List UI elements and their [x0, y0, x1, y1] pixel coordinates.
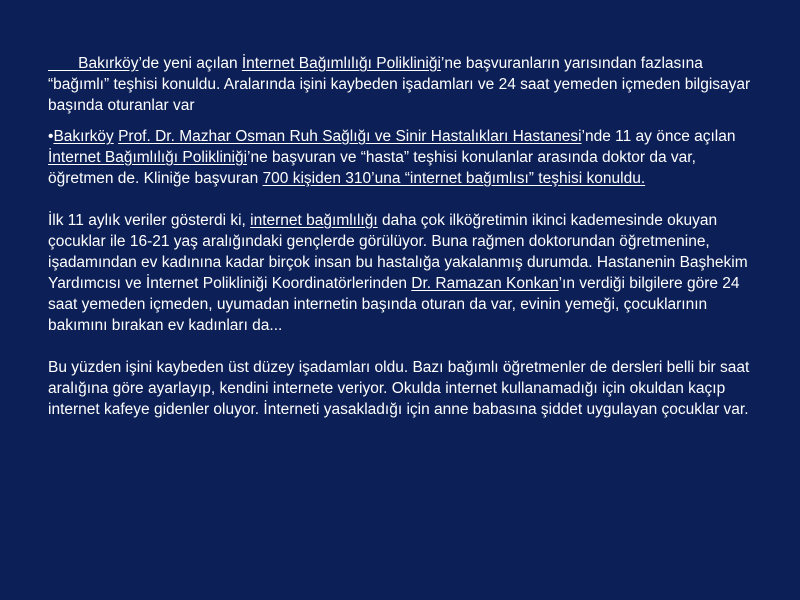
link-bakirkoy-2[interactable]: Bakırköy: [53, 128, 114, 145]
link-diagnosis-stat[interactable]: 700 kişiden 310’una “internet bağımlısı” teşhisi konuldu.: [262, 170, 646, 187]
data-text-1: İlk 11 aylık veriler gösterdi ki,: [48, 212, 251, 229]
bullet-paragraph: [48, 126, 760, 189]
bullet-icon: •: [48, 128, 54, 145]
paragraph-gap-2: [48, 336, 760, 357]
bullet-text-2: ’ne başvuran ve “hasta” teşhisi konulanlar arasında doktor da var, öğretmen de. Kliniğe başvuran: [48, 149, 696, 187]
link-dr-ramazan-konkan[interactable]: Dr. Ramazan Konkan: [411, 275, 559, 292]
bullet-text-1: ’nde 11 ay önce açılan: [581, 128, 736, 145]
link-internet-addiction-clinic-2[interactable]: İnternet Bağımlılığı Polikliniği: [48, 149, 248, 166]
link-hospital[interactable]: Prof. Dr. Mazhar Osman Ruh Sağlığı ve Sinir Hastalıkları Hastanesi: [118, 128, 582, 145]
link-internet-addiction-clinic[interactable]: İnternet Bağımlılığı Polikliniği: [241, 55, 441, 72]
data-paragraph: [48, 210, 760, 336]
data-text-2: daha çok ilköğretimin ikinci kademesinde okuyan çocuklar ile 16-21 yaş aralığındaki gençlerde görülüyor. Buna rağmen doktorundan öğretmenine, işadamından ev kadınına kadar birçok insan bu hastalığa yakalanmış durumda. Hastanenin Başhekim Yardımcısı ve İnternet Polikliniği Koordinatörlerinden: [48, 212, 748, 292]
intro-paragraph: [48, 53, 760, 116]
data-text-3: ’ın verdiği bilgilere göre 24 saat yemeden içmeden, uyumadan internetin başında oturan da var, evinin yemeği, çocuklarının bakımını bırakan ev kadınları da...: [48, 275, 740, 334]
body-block: [48, 126, 760, 420]
indent-underline: [48, 55, 78, 72]
link-internet-addiction[interactable]: internet bağımlılığı: [250, 212, 378, 229]
paragraph-gap: [48, 189, 760, 210]
intro-text-1: ’de yeni açılan: [138, 55, 242, 72]
consequence-paragraph: Bu yüzden işini kaybeden üst düzey işadamları oldu. Bazı bağımlı öğretmenler de dersleri belli bir saat aralığına göre ayarlayıp, kendini internete veriyor. Okulda internet kullanamadığı için okuldan kaçıp internet kafeye gidenler oluyor. İnterneti yasakladığı için anne babasına şiddet uygulayan çocuklar var.: [48, 359, 750, 418]
link-bakirkoy[interactable]: Bakırköy: [78, 55, 139, 72]
intro-text-2: ’ne başvuranların yarısından fazlasına “bağımlı” teşhisi konuldu. Aralarında işini kaybeden işadamları ve 24 saat yemeden içmeden bilgisayar başında oturanlar var: [48, 55, 751, 114]
